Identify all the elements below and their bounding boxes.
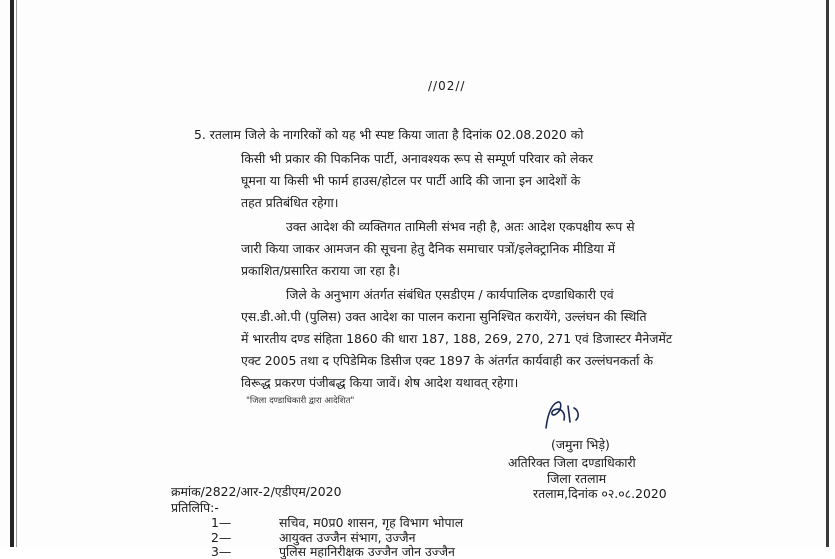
order-line-2: जारी किया जाकर आमजन की सूचना हेतु दैनिक समाचार पत्रों/इलेक्ट्रानिक मीडिया में	[241, 241, 616, 256]
recipient-number: 3—	[211, 544, 232, 559]
order-line-3: प्रकाशित/प्रसारित कराया जा रहा है।	[241, 263, 401, 278]
copy-to-label: प्रतिलिपि:-	[171, 500, 219, 515]
scan-edge-left-shadow	[16, 0, 17, 547]
handwritten-signature	[540, 398, 588, 434]
order-line-1: उक्त आदेश की व्यक्तिगत तामिली संभव नही है, अतः आदेश एकपक्षीय रूप से	[286, 219, 635, 234]
reference-number: क्रमांक/2822/आर-2/एडीएम/2020	[171, 484, 342, 499]
scan-edge-right	[826, 0, 829, 547]
para5-line-2: किसी भी प्रकार की पिकनिक पार्टी, अनावश्यक रूप से सम्पूर्ण परिवार को लेकर	[241, 151, 594, 166]
recipient-text: आयुक्त उज्जैन संभाग, उज्जैन	[279, 530, 416, 545]
signatory-district: जिला रतलाम	[547, 471, 607, 486]
para5-line-3: घूमना या किसी भी फार्म हाउस/होटल पर पार्टी आदि की जाना इन आदेशों के	[241, 173, 581, 188]
scan-edge-left	[10, 0, 14, 547]
para5-line-1: 5. रतलाम जिले के नागरिकों को यह भी स्पष्ट किया जाता है दिनांक 02.08.2020 को	[194, 127, 584, 142]
issued-by-note: "जिला दण्डाधिकारी द्वारा आदेशित"	[246, 396, 355, 406]
enforcement-line-1: जिले के अनुभाग अंतर्गत संबंधित एसडीएम / कार्यपालिक दण्डाधिकारी एवं	[286, 287, 614, 302]
recipient-number: 1—	[211, 515, 232, 530]
enforcement-line-4: एक्ट 2005 तथा द एपिडेमिक डिसीज एक्ट 1897 के अंतर्गत कार्यवाही कर उल्लंघनकर्ता के	[241, 353, 653, 368]
signatory-designation: अतिरिक्त जिला दण्डाधिकारी	[508, 455, 636, 470]
recipient-text: पुलिस महानिरीक्षक उज्जैन जोन उज्जैन	[279, 544, 455, 559]
enforcement-line-5: विरूद्ध प्रकरण पंजीबद्ध किया जावें। शेष आदेश यथावत् रहेगा।	[241, 375, 519, 390]
enforcement-line-2: एस.डी.ओ.पी (पुलिस) उक्त आदेश का पालन कराना सुनिश्चित करायेंगे, उल्लंघन की स्थिति	[241, 309, 647, 324]
recipient-text: सचिव, म0प्र0 शासन, गृह विभाग भोपाल	[279, 515, 464, 530]
para5-line-4: तहत प्रतिबंधित रहेगा।	[241, 195, 339, 210]
signature-place-date: रतलाम,दिनांक ०२.०८.2020	[533, 486, 667, 501]
page-number: //02//	[428, 79, 466, 93]
recipient-number: 2—	[211, 530, 232, 545]
signatory-name: (जमुना भिड़े)	[551, 437, 610, 452]
enforcement-line-3: में भारतीय दण्ड संहिता 1860 की धारा 187, 188, 269, 270, 271 एवं डिजास्टर मैनेजमेंट	[241, 331, 673, 346]
